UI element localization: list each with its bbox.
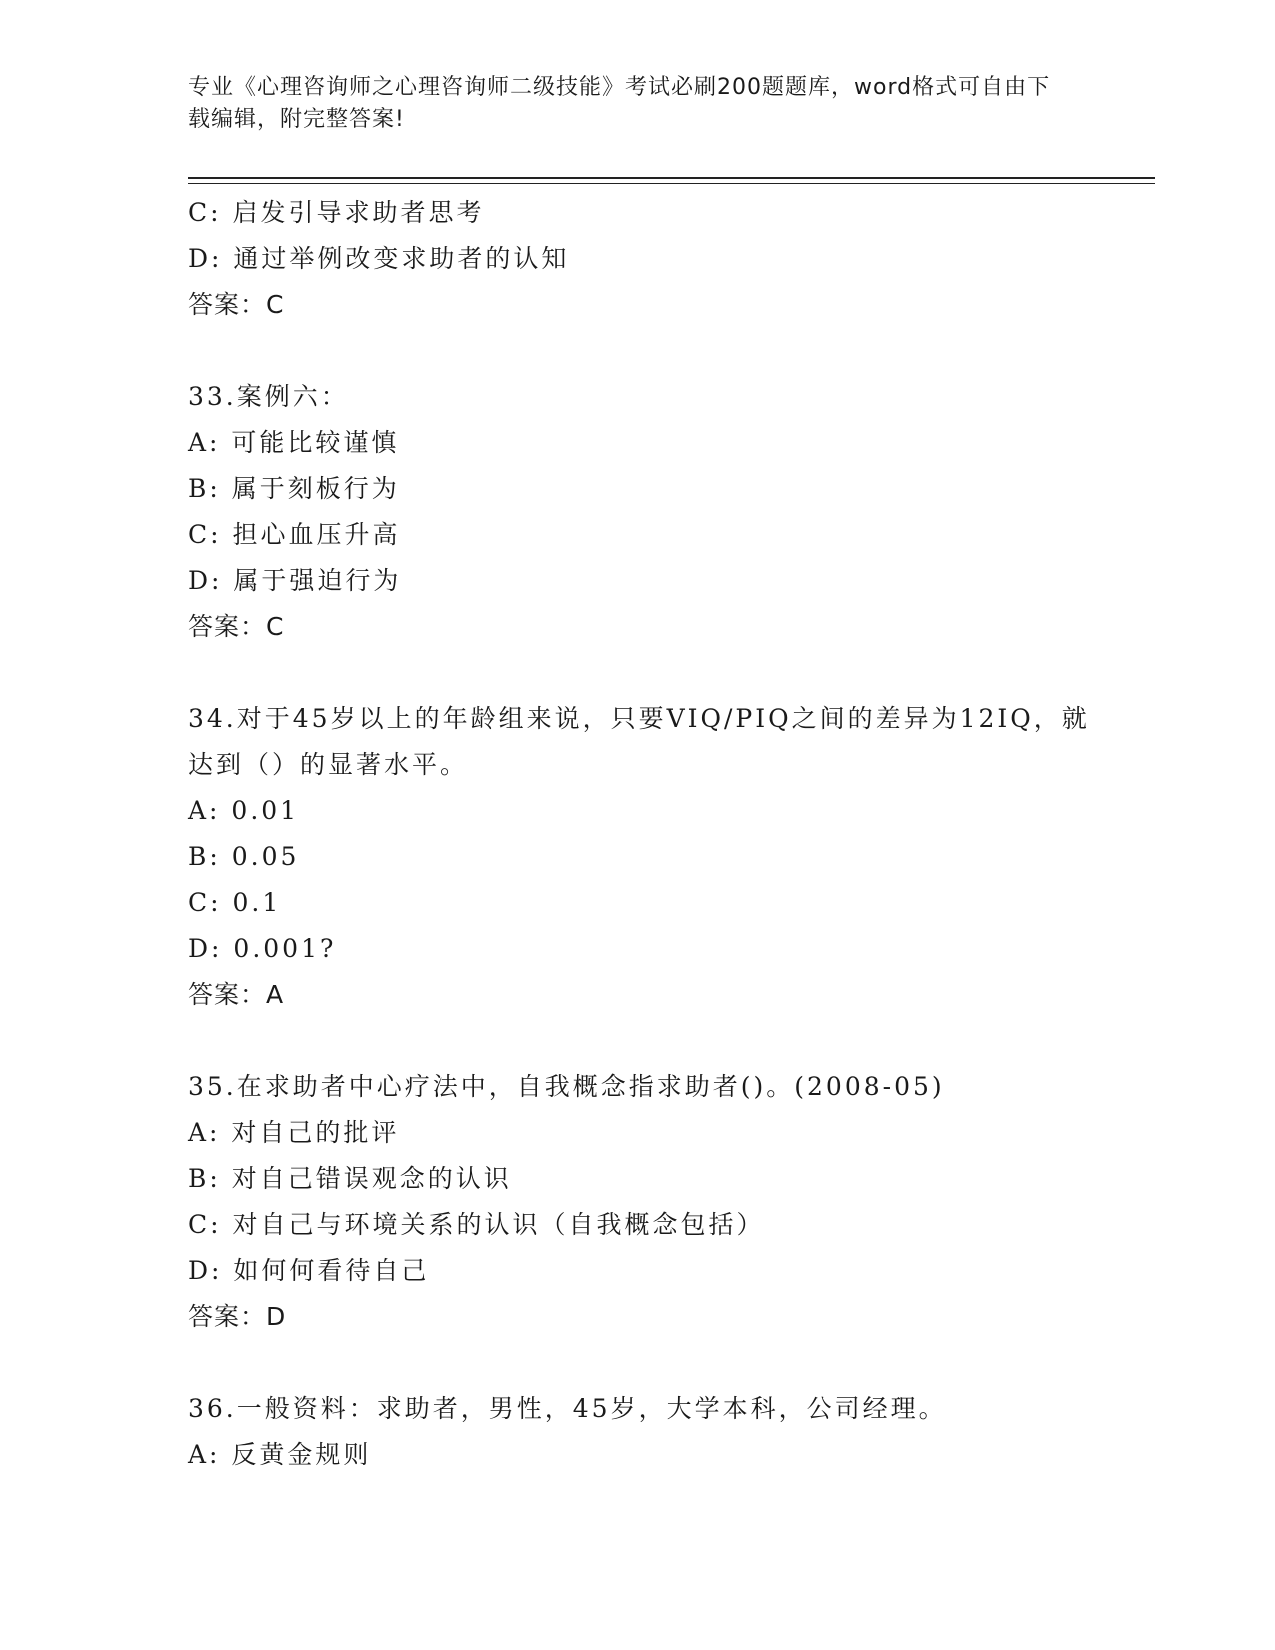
option-c: C: 对自己与环境关系的认识（自我概念包括） — [188, 1210, 765, 1239]
question-36 — [188, 1386, 1108, 1478]
option-b: B: 对自己错误观念的认识 — [188, 1164, 512, 1193]
page-header: 专业《心理咨询师之心理咨询师二级技能》考试必刷200题题库，word格式可自由下载编辑，附完整答案! — [188, 75, 1051, 132]
header-divider — [188, 177, 1155, 179]
option-b: B: 属于刻板行为 — [188, 474, 400, 503]
question-33 — [188, 374, 1108, 650]
answer: 答案：D — [188, 1302, 287, 1331]
option-b: B: 0.05 — [188, 842, 300, 871]
header-divider-thin — [188, 183, 1155, 184]
option-d: D: 如何何看待自己 — [188, 1256, 430, 1285]
question-list — [188, 190, 1108, 1478]
option-a: A: 反黄金规则 — [188, 1440, 372, 1469]
answer: 答案：C — [188, 290, 285, 319]
question-stem: 36.一般资料：求助者，男性，45岁，大学本科，公司经理。 — [188, 1394, 947, 1423]
question-continuation — [188, 190, 1108, 328]
option-a: A: 对自己的批评 — [188, 1118, 400, 1147]
question-stem: 33.案例六： — [188, 382, 349, 411]
option-d: D: 通过举例改变求助者的认知 — [188, 244, 570, 273]
answer: 答案：C — [188, 612, 285, 641]
option-a: A: 可能比较谨慎 — [188, 428, 400, 457]
option-a: A: 0.01 — [188, 796, 300, 825]
option-c: C: 启发引导求助者思考 — [188, 198, 485, 227]
option-c: C: 0.1 — [188, 888, 282, 917]
option-d: D: 0.001? — [188, 934, 337, 963]
question-34 — [188, 696, 1108, 1018]
question-stem: 35.在求助者中心疗法中，自我概念指求助者()。(2008-05) — [188, 1072, 945, 1101]
question-stem: 34.对于45岁以上的年龄组来说，只要VIQ/PIQ之间的差异为12IQ，就达到（）的显著水平。 — [188, 704, 1090, 779]
question-35 — [188, 1064, 1108, 1340]
answer: 答案：A — [188, 980, 285, 1009]
option-d: D: 属于强迫行为 — [188, 566, 402, 595]
option-c: C: 担心血压升高 — [188, 520, 401, 549]
